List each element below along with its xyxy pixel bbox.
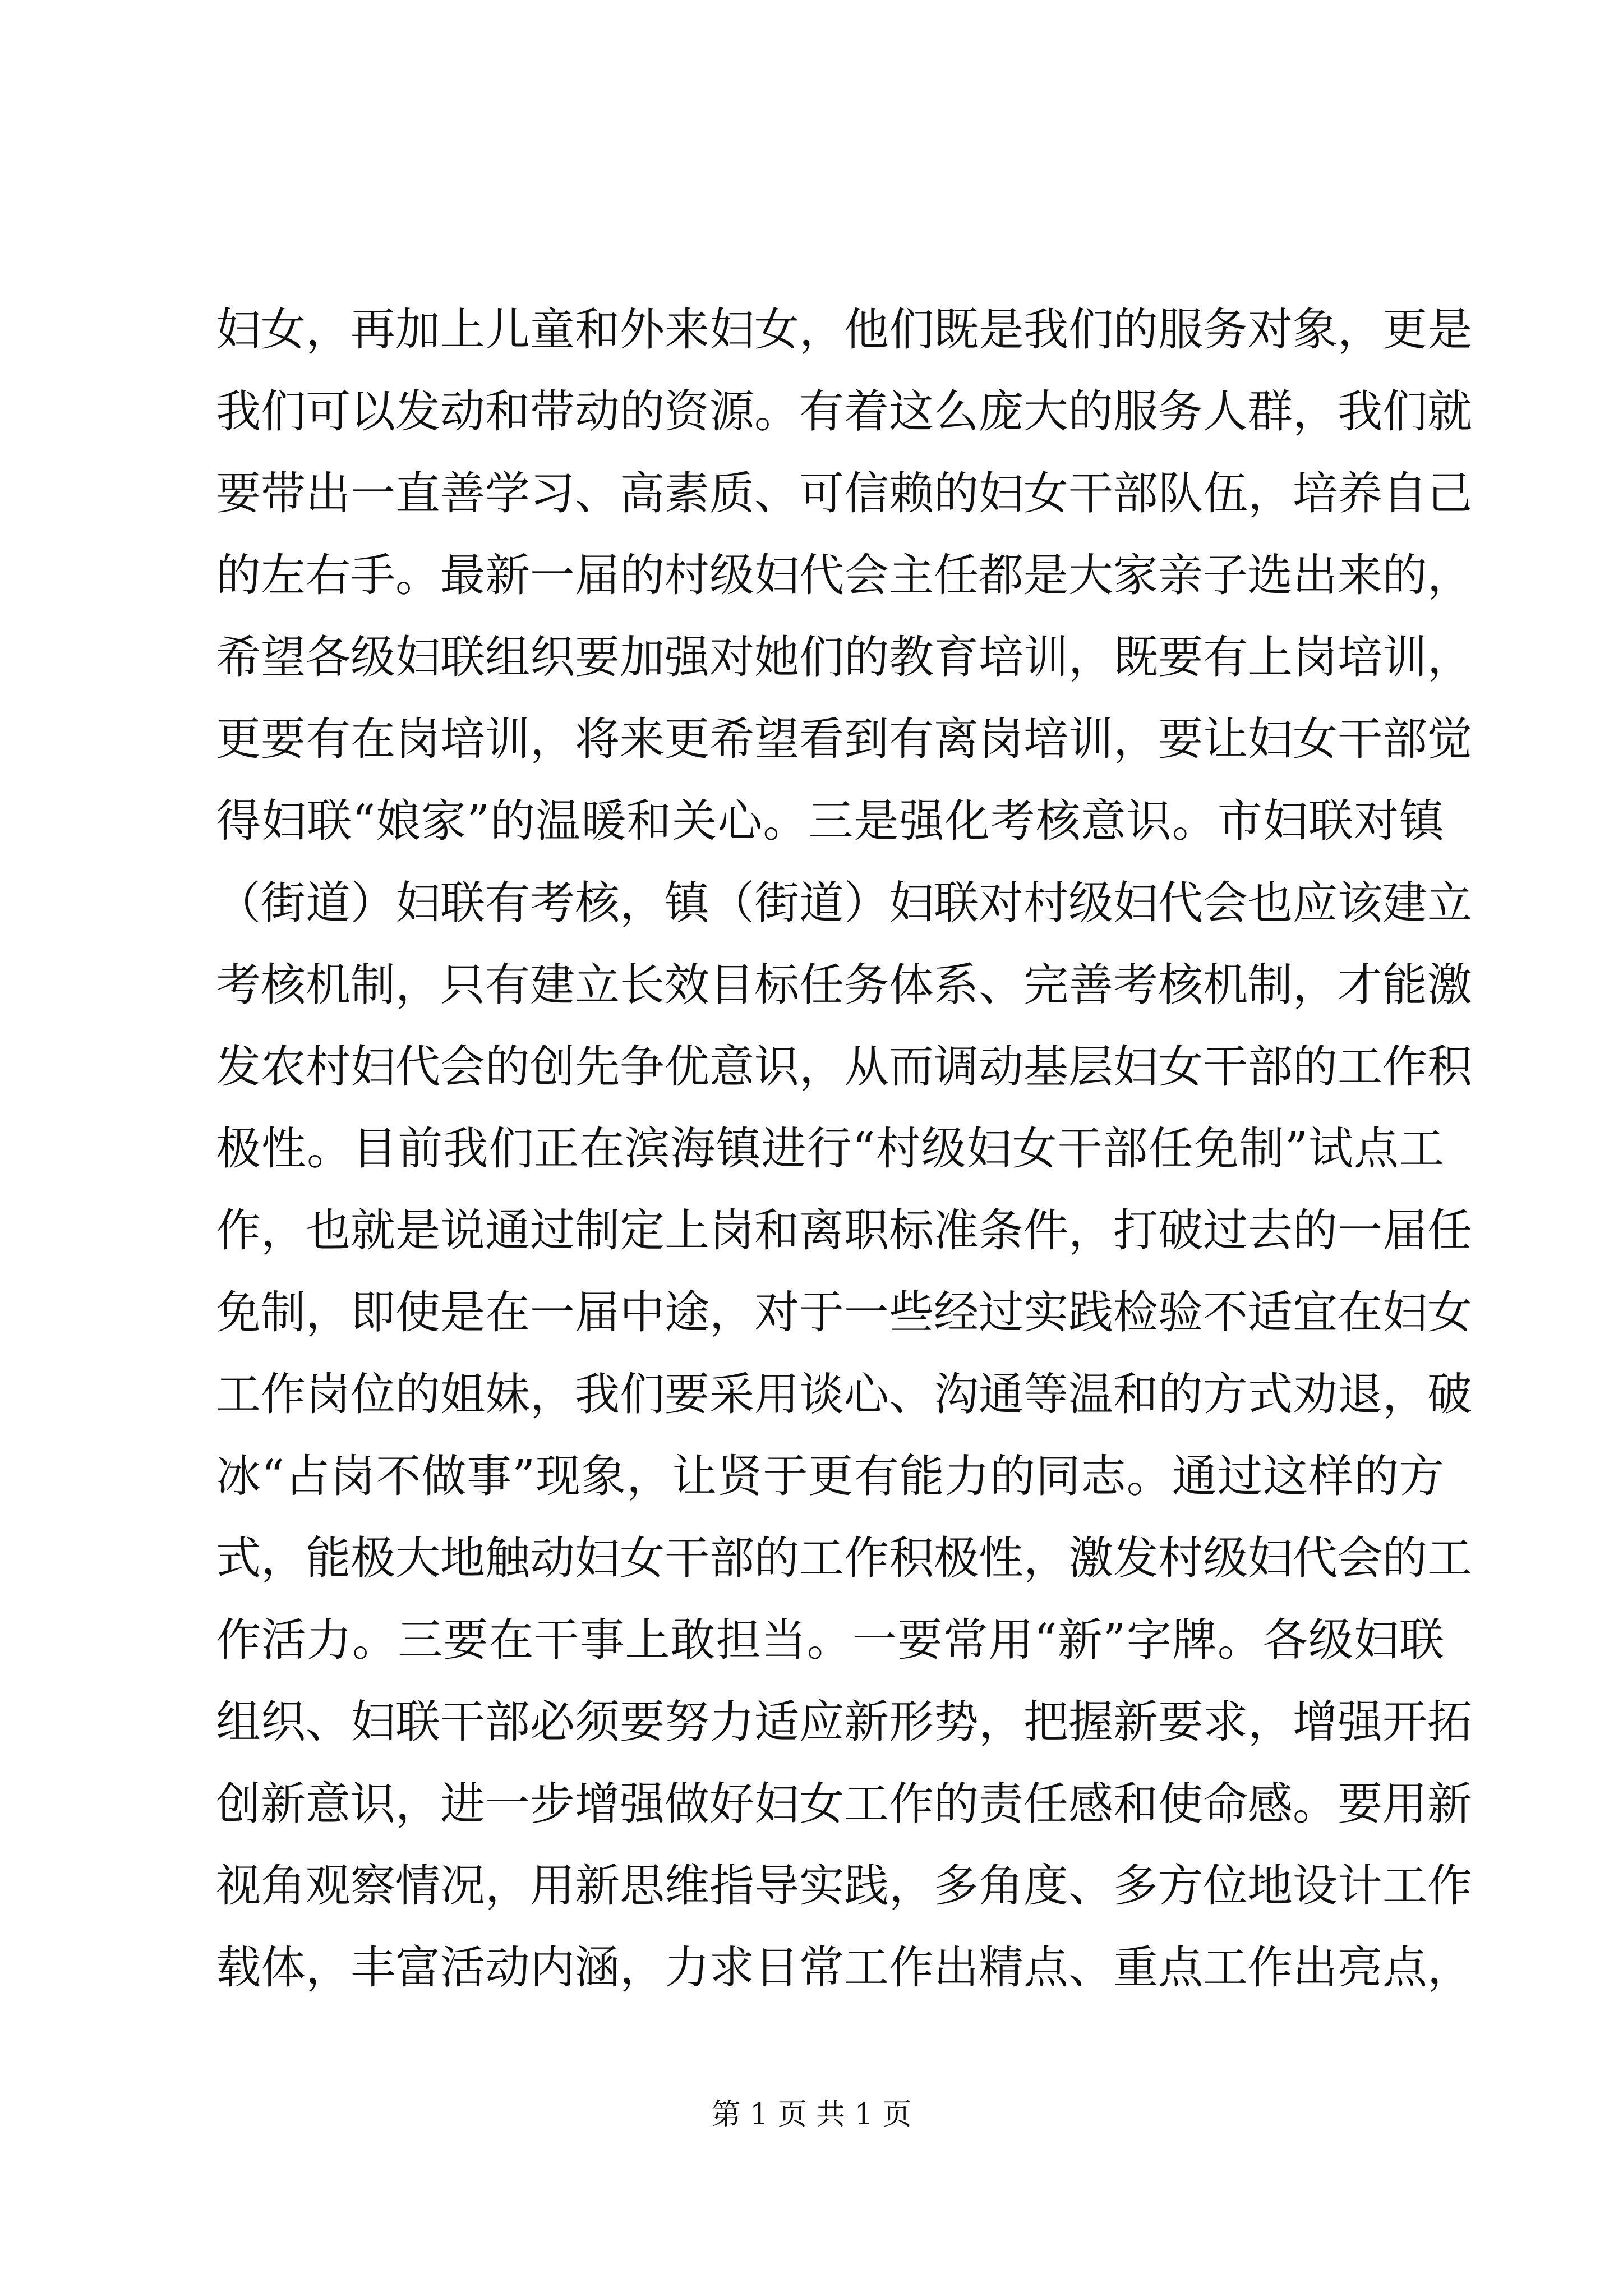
text-line: 的左右手。最新一届的村级妇代会主任都是大家亲子选出来的， [216,549,1472,601]
page-number-label: 第 1 页 共 1 页 [711,2098,912,2132]
page-footer [0,2095,1623,2134]
text-line: 组织、妇联干部必须要努力适应新形势，把握新要求，增强开拓 [216,1696,1472,1748]
text-line: 极性。目前我们正在滨海镇进行“村级妇女干部任免制”试点工 [216,1122,1444,1175]
text-line: 式，能极大地触动妇女干部的工作积极性，激发村级妇代会的工 [216,1532,1472,1584]
text-line: 作，也就是说通过制定上岗和离职标准条件，打破过去的一届任 [216,1204,1472,1257]
text-line: 载体，丰富活动内涵，力求日常工作出精点、重点工作出亮点， [216,1941,1472,1994]
text-line: 妇女，再加上儿童和外来妇女，他们既是我们的服务对象，更是 [216,303,1472,356]
text-line: 要带出一直善学习、高素质、可信赖的妇女干部队伍，培养自己 [216,467,1472,519]
text-line: 作活力。三要在干事上敢担当。一要常用“新”字牌。各级妇联 [216,1614,1444,1666]
text-line: 更要有在岗培训，将来更希望看到有离岗培训，要让妇女干部觉 [216,713,1472,765]
body-text [216,289,1472,2009]
text-line: 工作岗位的姐妹，我们要采用谈心、沟通等温和的方式劝退，破 [216,1368,1472,1420]
text-line: 发农村妇代会的创先争优意识，从而调动基层妇女干部的工作积 [216,1041,1472,1093]
text-line: 创新意识，进一步增强做好妇女工作的责任感和使命感。要用新 [216,1778,1472,1830]
text-line: 我们可以发动和带动的资源。有着这么庞大的服务人群，我们就 [216,385,1472,438]
text-line: 冰“占岗不做事”现象，让贤于更有能力的同志。通过这样的方 [216,1450,1444,1502]
text-line: 考核机制，只有建立长效目标任务体系、完善考核机制，才能激 [216,959,1472,1011]
text-line: 得妇联“娘家”的温暖和关心。三是强化考核意识。市妇联对镇 [216,795,1444,847]
text-line: 免制，即使是在一届中途，对于一些经过实践检验不适宜在妇女 [216,1286,1472,1338]
text-line: 希望各级妇联组织要加强对她们的教育培训，既要有上岗培训， [216,631,1472,683]
text-line: 视角观察情况，用新思维指导实践，多角度、多方位地设计工作 [216,1860,1472,1912]
text-line: （街道）妇联有考核，镇（街道）妇联对村级妇代会也应该建立 [216,877,1472,929]
